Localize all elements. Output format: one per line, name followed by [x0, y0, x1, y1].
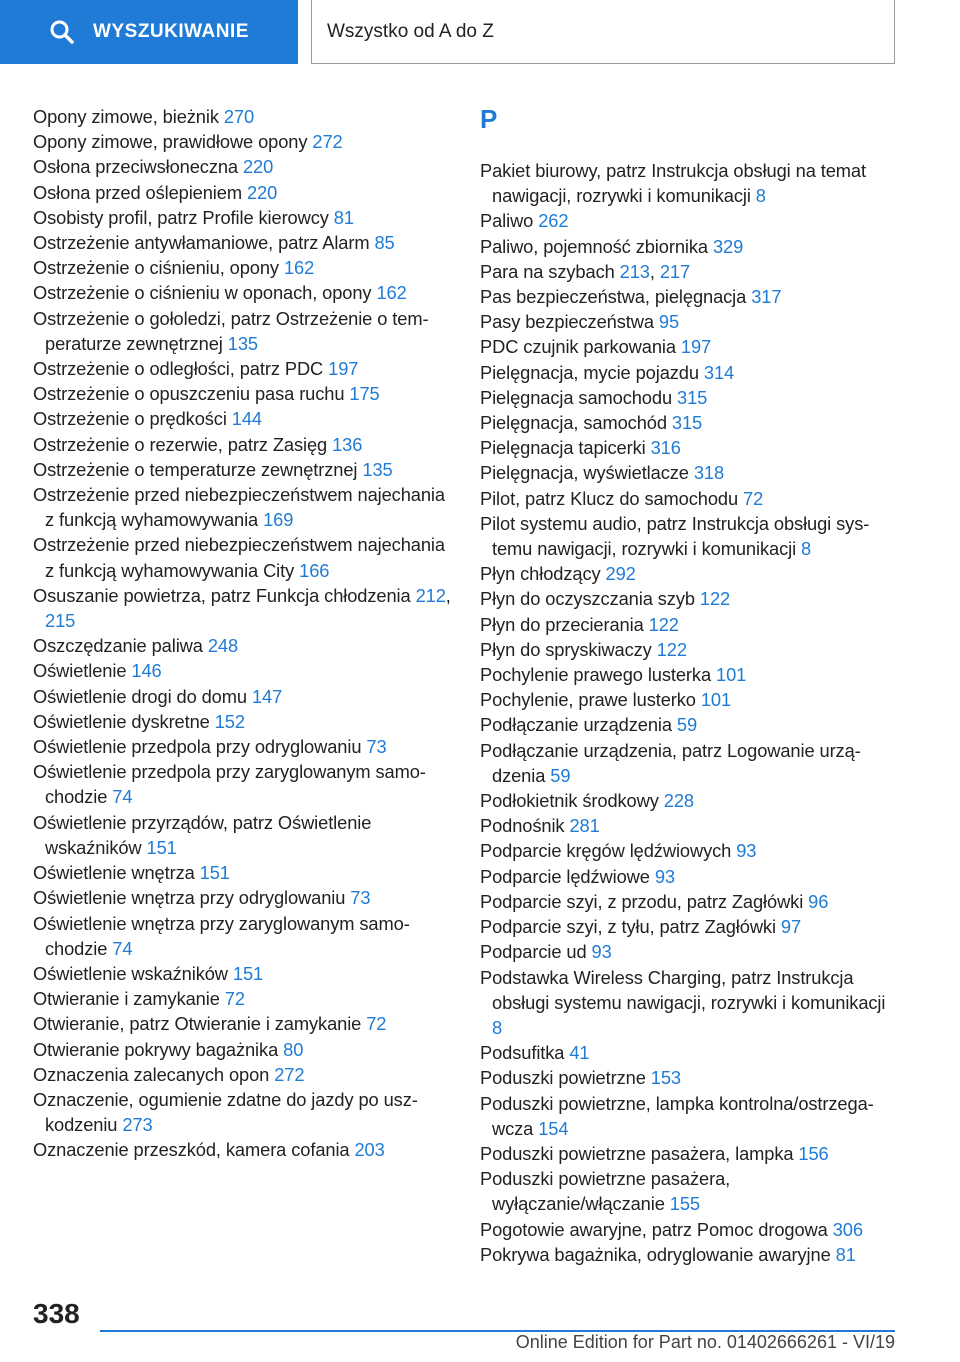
page-link[interactable]: 155: [669, 1193, 700, 1215]
page-link[interactable]: 203: [354, 1139, 385, 1161]
index-entry: [480, 1091, 900, 1141]
page-link[interactable]: 175: [349, 383, 380, 405]
page-link[interactable]: 73: [366, 736, 387, 758]
page-link[interactable]: 8: [492, 1016, 503, 1038]
page-link[interactable]: 93: [654, 865, 675, 887]
index-entry: [480, 687, 900, 712]
page-link[interactable]: 152: [214, 710, 245, 732]
index-entry: [480, 586, 900, 611]
index-entry-text: Poduszki powietrzne: [480, 1067, 651, 1089]
page-link[interactable]: 96: [808, 890, 829, 912]
index-entry-text: Pilot, patrz Klucz do samochodu: [480, 487, 744, 509]
page-link[interactable]: 8: [755, 185, 766, 207]
index-entry: [480, 511, 900, 561]
page-link[interactable]: 74: [112, 937, 133, 959]
a-to-z-tab[interactable]: [311, 0, 895, 64]
index-entry: [480, 914, 900, 939]
page-link[interactable]: 72: [224, 988, 245, 1010]
page-link[interactable]: 217: [659, 260, 691, 282]
index-entry: [480, 813, 900, 838]
page-link[interactable]: 154: [538, 1117, 569, 1139]
page-link[interactable]: 281: [569, 815, 600, 837]
page-link[interactable]: 81: [835, 1243, 856, 1265]
index-entry: [33, 986, 453, 1011]
index-entry: [480, 309, 900, 334]
index-entry: [480, 838, 900, 863]
index-entry-text: Pielęgnacja, mycie pojazdu: [480, 361, 704, 383]
page-link[interactable]: 73: [350, 887, 371, 909]
page-link[interactable]: 317: [751, 286, 782, 308]
edition-note: Online Edition for Part no. 01402666261 - VI/19: [515, 1332, 895, 1352]
index-entry-text: Ostrzeżenie przed niebezpieczeństwem najechania z funkcją wyhamowywania City: [33, 534, 445, 581]
page-separator: ,: [445, 584, 451, 606]
index-entry: [33, 633, 453, 658]
index-entry: [33, 583, 453, 633]
index-entry-text: Pochylenie prawego lusterka: [480, 664, 717, 686]
index-entry: [480, 662, 900, 687]
index-entry: [480, 360, 900, 385]
index-entry-text: Podparcie ud: [480, 941, 592, 963]
index-entry-text: Pasy bezpieczeństwa: [480, 311, 659, 333]
index-entry-text: Ostrzeżenie o rezerwie, patrz Zasięg: [33, 433, 333, 455]
page-link[interactable]: 306: [832, 1218, 863, 1240]
top-bar: [0, 0, 960, 66]
index-entry-text: Ostrzeżenie o ciśnieniu, opony: [33, 257, 284, 279]
page-link[interactable]: 169: [263, 509, 294, 531]
index-entry-text: Pas bezpieczeństwa, pielęgnacja: [480, 286, 752, 308]
page-link[interactable]: 136: [332, 433, 363, 455]
index-entry: [33, 709, 453, 734]
index-entry: [33, 280, 453, 305]
index-list-right: [480, 158, 900, 1267]
page-link[interactable]: 292: [605, 563, 636, 585]
page-link[interactable]: 93: [591, 941, 612, 963]
index-entry-text: Pielęgnacja samochodu: [480, 386, 677, 408]
index-entry: [33, 1037, 453, 1062]
index-entry: [480, 965, 900, 1041]
index-entry-text: Paliwo, pojemność zbiornika: [480, 235, 713, 257]
index-entry-text: Otwieranie, patrz Otwieranie i zamykanie: [33, 1013, 367, 1035]
index-entry: [33, 961, 453, 986]
index-entry-text: Pielęgnacja tapicerki: [480, 437, 651, 459]
index-entry-text: Ostrzeżenie o temperaturze zewnętrznej: [33, 458, 363, 480]
index-entry: [33, 255, 453, 280]
page-link[interactable]: 248: [207, 635, 239, 657]
index-entry-text: Oświetlenie przedpola przy odryglowaniu: [33, 736, 367, 758]
page-link[interactable]: 101: [716, 664, 747, 686]
index-entry-text: Pokrywa bagażnika, odryglowanie awaryjne: [480, 1243, 836, 1265]
index-entry: [33, 356, 453, 381]
index-entry: [33, 684, 453, 709]
index-entry-text: Podłączanie urządzenia, patrz Logowanie urządzenia: [480, 739, 861, 786]
index-entry-text: Ostrzeżenie o opuszczeniu pasa ruchu: [33, 383, 350, 405]
page-link[interactable]: 85: [374, 232, 395, 254]
page-link[interactable]: 74: [112, 786, 133, 808]
page-link[interactable]: 59: [676, 714, 698, 736]
index-entry-text: Podłączanie urządzenia: [480, 714, 677, 736]
index-entry: [33, 1062, 453, 1087]
a-to-z-label: Wszystko od A do Z: [327, 20, 494, 42]
index-entry: [33, 810, 453, 860]
index-entry-text: Pogotowie awaryjne, patrz Pomoc drogowa: [480, 1218, 833, 1240]
page-link[interactable]: 197: [328, 358, 359, 380]
index-entry-text: Osłona przed oślepieniem: [33, 181, 247, 203]
index-entry-text: Ostrzeżenie o odległości, patrz PDC: [33, 358, 329, 380]
index-entry-text: Oświetlenie wnętrza przy odryglowaniu: [33, 887, 351, 909]
page-link[interactable]: 144: [231, 408, 262, 430]
search-button[interactable]: [0, 0, 298, 64]
index-entry-text: Opony zimowe, bieżnik: [33, 106, 224, 127]
page-link[interactable]: 122: [656, 638, 687, 660]
index-entry-text: Płyn chłodzący: [480, 563, 606, 585]
index-entry: [33, 381, 453, 406]
page-link[interactable]: 270: [223, 106, 255, 127]
index-entry: [480, 208, 900, 233]
page-link[interactable]: 197: [680, 336, 712, 358]
page-link[interactable]: 273: [122, 1114, 153, 1136]
page-link[interactable]: 146: [131, 660, 162, 682]
index-entry-text: Ostrzeżenie antywłamaniowe, patrz Alarm: [33, 232, 375, 254]
index-entry-text: Płyn do spryskiwaczy: [480, 638, 657, 660]
index-entry: [480, 158, 900, 208]
index-entry: [480, 234, 900, 259]
page-link[interactable]: 151: [146, 836, 177, 858]
page-link[interactable]: 41: [569, 1042, 590, 1064]
index-entry: [480, 612, 900, 637]
index-entry-text: Poduszki powietrzne, lampka kontrolna/ostrzegawcza: [480, 1092, 874, 1139]
search-icon: [49, 19, 75, 45]
page-link[interactable]: 81: [333, 206, 354, 228]
index-entry-text: Para na szybach: [480, 260, 620, 282]
section-letter: P: [480, 104, 498, 134]
page-link[interactable]: 122: [699, 588, 731, 610]
index-entry-text: Ostrzeżenie przed niebezpieczeństwem najechania z funkcją wyhamowywania: [33, 484, 445, 531]
page-link[interactable]: 318: [693, 462, 725, 484]
index-entry: [480, 486, 900, 511]
page-link[interactable]: 212: [415, 584, 446, 606]
index-entry-text: Oświetlenie przyrządów, patrz Oświetlenie wskaźników: [33, 811, 372, 858]
index-entry: [33, 457, 453, 482]
index-entry-text: Podparcie szyi, z tyłu, patrz Zagłówki: [480, 916, 781, 938]
index-entry-text: Oznaczenie, ogumienie zdatne do jazdy po uszkodzeniu: [33, 1088, 418, 1136]
index-entry-text: Ostrzeżenie o gołoledzi, patrz Ostrzeżenie o temperaturze zewnętrznej: [33, 307, 429, 354]
page-link[interactable]: 135: [362, 458, 393, 480]
index-entry: [480, 637, 900, 662]
index-entry: [480, 1065, 900, 1090]
index-entry: [480, 1217, 900, 1242]
index-entry: [480, 788, 900, 813]
index-entry-text: Otwieranie i zamykanie: [33, 988, 225, 1010]
page-link[interactable]: 80: [283, 1038, 304, 1060]
index-entry: [33, 885, 453, 910]
page-separator: ,: [649, 260, 660, 282]
index-entry: [33, 230, 453, 255]
index-entry-text: Pochylenie, prawe lusterko: [480, 689, 701, 711]
page-link[interactable]: 97: [780, 916, 802, 938]
index-entry: [33, 406, 453, 431]
page-link[interactable]: 93: [736, 840, 757, 862]
index-entry-text: Poduszki powietrzne pasażera, wyłączanie/włączanie: [480, 1168, 731, 1215]
index-entry: [33, 129, 453, 154]
index-entry-text: Pakiet biurowy, patrz Instrukcja obsługi na temat nawigacji, rozrywki i komunikacji: [480, 160, 866, 207]
index-entry-text: PDC czujnik parkowania: [480, 336, 681, 358]
page-link[interactable]: 95: [658, 311, 680, 333]
page-link[interactable]: 220: [246, 181, 278, 203]
index-entry-text: Podparcie lędźwiowe: [480, 865, 655, 887]
index-entry: [33, 154, 453, 179]
index-entry: [480, 385, 900, 410]
index-entry-text: Opony zimowe, prawidłowe opony: [33, 131, 313, 153]
index-entry: [480, 259, 900, 284]
index-entry: [33, 658, 453, 683]
index-entry-text: Podnośnik: [480, 815, 570, 837]
page-link[interactable]: 72: [366, 1013, 387, 1035]
index-entry-text: Ostrzeżenie o prędkości: [33, 408, 232, 430]
page-link[interactable]: 162: [376, 282, 407, 304]
index-entry: [33, 532, 453, 582]
index-entry-text: Osłona przeciwsłoneczna: [33, 156, 243, 178]
index-entry: [480, 1242, 900, 1267]
index-entry: [33, 306, 453, 356]
index-entry-text: Oznaczenie przeszkód, kamera cofania: [33, 1139, 355, 1161]
index-entry: [480, 561, 900, 586]
page-link[interactable]: 135: [227, 332, 258, 354]
page-link[interactable]: 153: [650, 1067, 681, 1089]
page-link[interactable]: 151: [199, 862, 230, 884]
page-link[interactable]: 228: [663, 790, 694, 812]
index-entry-text: Podparcie szyi, z przodu, patrz Zagłówki: [480, 890, 809, 912]
index-entry-text: Otwieranie pokrywy bagażnika: [33, 1038, 284, 1060]
index-entry: [33, 180, 453, 205]
index-entry: [480, 435, 900, 460]
index-entry: [33, 734, 453, 759]
index-entry-text: Płyn do oczyszczania szyb: [480, 588, 700, 610]
index-entry: [33, 1087, 453, 1137]
index-entry-text: Oznaczenia zalecanych opon: [33, 1063, 275, 1085]
index-entry: [33, 1011, 453, 1036]
index-entry: [480, 864, 900, 889]
index-entry-text: Podstawka Wireless Charging, patrz Instrukcja obsługi systemu nawigacji, rozrywki i komunikacji: [480, 966, 886, 1013]
page-link[interactable]: 215: [45, 610, 76, 632]
index-entry: [480, 334, 900, 359]
index-entry-text: Pielęgnacja, samochód: [480, 412, 672, 434]
index-column-right: [480, 104, 900, 1267]
index-entry: [480, 410, 900, 435]
index-entry: [480, 1040, 900, 1065]
page-link[interactable]: 59: [550, 764, 571, 786]
index-entry: [33, 1137, 453, 1162]
page-link[interactable]: 315: [677, 386, 708, 408]
index-entry-text: Poduszki powietrzne pasażera, lampka: [480, 1142, 799, 1164]
index-entry-text: Paliwo: [480, 210, 539, 232]
index-entry: [480, 284, 900, 309]
page-link[interactable]: 220: [242, 156, 274, 178]
index-entry-text: Oświetlenie dyskretne: [33, 710, 215, 732]
page-link[interactable]: 162: [283, 257, 315, 279]
page-link[interactable]: 166: [299, 559, 330, 581]
index-entry-text: Osobisty profil, patrz Profile kierowcy: [33, 206, 334, 228]
page-link[interactable]: 122: [648, 613, 679, 635]
index-entry-text: Podparcie kręgów lędźwiowych: [480, 840, 737, 862]
page-link[interactable]: 72: [743, 487, 764, 509]
index-entry: [480, 460, 900, 485]
index-entry-text: Płyn do przecierania: [480, 613, 649, 635]
index-entry: [480, 889, 900, 914]
page-link[interactable]: 314: [703, 361, 735, 383]
page-link[interactable]: 316: [650, 437, 681, 459]
page-number: 338: [33, 1298, 80, 1329]
index-entry-text: Pilot systemu audio, patrz Instrukcja obsługi systemu nawigacji, rozrywki i komunikacji: [480, 512, 870, 560]
index-entry-text: Podsufitka: [480, 1042, 570, 1064]
page-link[interactable]: 329: [712, 235, 744, 257]
index-entry: [33, 432, 453, 457]
index-entry-text: Oświetlenie przedpola przy zaryglowanym samochodzie: [33, 761, 426, 808]
index-entry: [480, 1166, 900, 1216]
index-entry: [33, 104, 453, 129]
index-entry: [33, 205, 453, 230]
index-entry-text: Oświetlenie drogi do domu: [33, 685, 252, 707]
index-entry: [33, 860, 453, 885]
index-entry-text: Oświetlenie: [33, 660, 132, 682]
index-entry: [33, 759, 453, 809]
index-entry: [480, 712, 900, 737]
index-entry: [33, 482, 453, 532]
page-link[interactable]: 101: [700, 689, 732, 711]
page-link[interactable]: 315: [671, 412, 703, 434]
page-link[interactable]: 272: [274, 1063, 305, 1085]
index-column-left: [33, 104, 453, 1163]
page-link[interactable]: 156: [798, 1142, 829, 1164]
index-entry-text: Oświetlenie wnętrza: [33, 862, 200, 884]
index-entry-text: Ostrzeżenie o ciśnieniu w oponach, opony: [33, 282, 377, 304]
page-link[interactable]: 147: [251, 685, 283, 707]
index-entry-text: Oświetlenie wskaźników: [33, 962, 233, 984]
page-link[interactable]: 8: [801, 538, 812, 560]
index-entry-text: Pielęgnacja, wyświetlacze: [480, 462, 694, 484]
index-entry: [33, 911, 453, 961]
index-entry-text: Oszczędzanie paliwa: [33, 635, 208, 657]
page-link[interactable]: 262: [538, 210, 569, 232]
page-link[interactable]: 272: [312, 131, 343, 153]
index-entry-text: Podłokietnik środkowy: [480, 790, 664, 812]
page-link[interactable]: 213: [619, 260, 650, 282]
index-entry-text: Osuszanie powietrza, patrz Funkcja chłodzenia: [33, 584, 416, 606]
search-button-label: WYSZUKIWANIE: [93, 21, 249, 42]
page-link[interactable]: 151: [232, 962, 264, 984]
index-entry: [480, 738, 900, 788]
index-entry-text: Oświetlenie wnętrza przy zaryglowanym samochodzie: [33, 912, 410, 959]
index-entry: [480, 939, 900, 964]
index-entry: [480, 1141, 900, 1166]
